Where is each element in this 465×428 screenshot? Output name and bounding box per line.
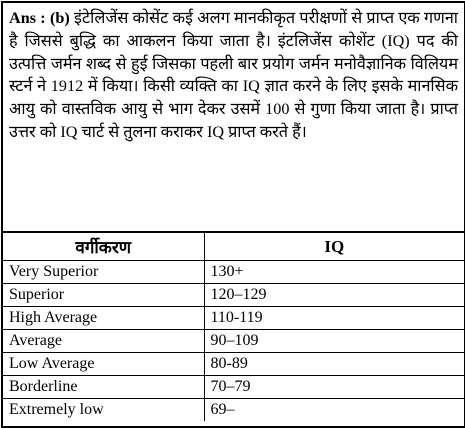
table-row [3, 307, 464, 330]
classification-cell: High Average [3, 307, 204, 330]
answer-text: इंटेलिजेंस कोसेंट कई अलग मानकीकृत परीक्षणों से प्राप्त एक गणना है जिससे बुद्धि का आकलन किया जाता है। इंटलिजेंस कोशेंट (IQ) पद की उत्पत्ति जर्मन शब्द से हुई जिसका पहली बार प्रयोग जर्मन मनोवैज्ञानिक विलियम स्टर्न ने 1912 में किया। किसी व्यक्ति का IQ ज्ञात करने के लिए इसके मानसिक आयु को वास्तविक आयु से भाग देकर उसमें 100 से गुणा किया जाता है। प्राप्त उत्तर को IQ चार्ट से तुलना कराकर IQ प्राप्त करते हैं। [9, 9, 458, 141]
iq-range-cell: 69– [204, 399, 464, 422]
table-row [3, 376, 464, 399]
classification-cell: Average [3, 330, 204, 353]
table-header-row [3, 233, 464, 261]
classification-cell: Very Superior [3, 261, 204, 284]
iq-range-cell: 120–129 [204, 284, 464, 307]
column-header-classification: वर्गीकरण [3, 233, 204, 261]
answer-label: Ans : (b) [9, 9, 70, 27]
iq-classification-table [3, 233, 464, 421]
table-row [3, 353, 464, 376]
classification-cell: Low Average [3, 353, 204, 376]
classification-cell: Borderline [3, 376, 204, 399]
classification-cell: Superior [3, 284, 204, 307]
iq-range-cell: 70–79 [204, 376, 464, 399]
iq-range-cell: 130+ [204, 261, 464, 284]
answer-paragraph [3, 3, 464, 233]
table-row [3, 261, 464, 284]
table-row [3, 399, 464, 422]
iq-range-cell: 110-119 [204, 307, 464, 330]
iq-range-cell: 80-89 [204, 353, 464, 376]
column-header-iq: IQ [204, 233, 464, 261]
iq-range-cell: 90–109 [204, 330, 464, 353]
table-row [3, 284, 464, 307]
classification-cell: Extremely low [3, 399, 204, 422]
table-row [3, 330, 464, 353]
answer-card [1, 1, 465, 428]
